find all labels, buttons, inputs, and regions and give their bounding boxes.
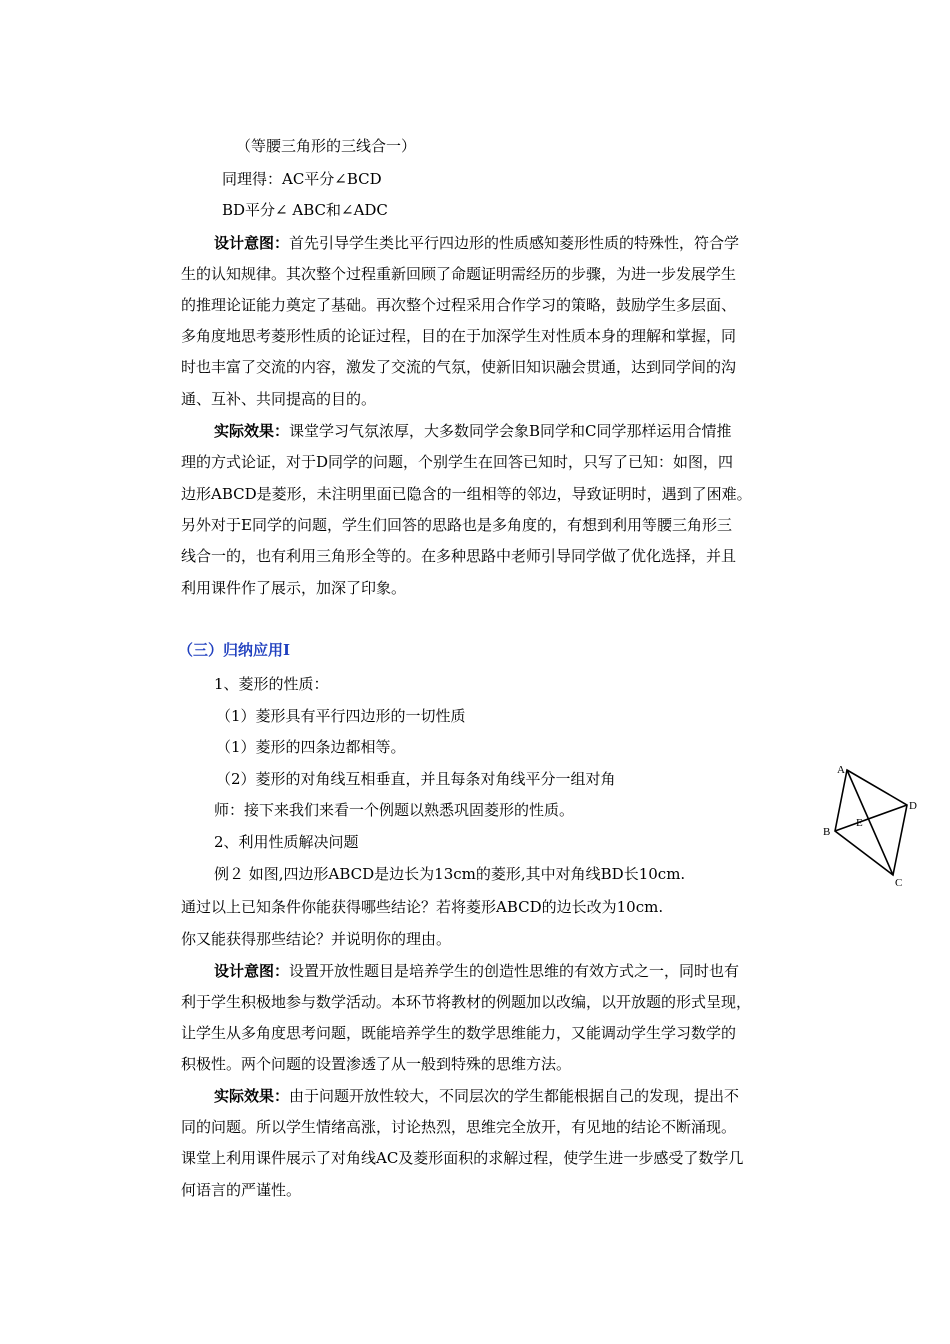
list-item: （2）菱形的对角线互相垂直，并且每条对角线平分一组对角: [216, 770, 616, 788]
paragraph-line: 利用课件作了展示，加深了印象。: [181, 579, 407, 597]
paragraph-text: 首先引导学生类比平行四边形的性质感知菱形性质的特殊性，符合学: [289, 234, 740, 252]
rhombus-figure: [815, 755, 925, 895]
text-line: BD平分∠ ABC和∠ADC: [222, 201, 388, 219]
paragraph-line: [214, 233, 739, 253]
rhombus-outline: [835, 770, 907, 875]
diagonal-bd: [835, 805, 907, 831]
paragraph-line: 积极性。两个问题的设置渗透了从一般到特殊的思维方法。: [181, 1055, 572, 1073]
paragraph-line: 时也丰富了交流的内容，激发了交流的气氛，使新旧知识融会贯通，达到同学间的沟: [181, 358, 737, 376]
list-item: 1、菱形的性质：: [214, 675, 329, 693]
paragraph-line: [214, 1086, 739, 1106]
point-label-e: E: [856, 817, 863, 829]
paragraph-line: 线合一的，也有利用三角形全等的。在多种思路中老师引导同学做了优化选择，并且: [181, 547, 737, 565]
paragraph-line: 让学生从多角度思考问题，既能培养学生的数学思维能力，又能调动学生学习数学的: [181, 1024, 737, 1042]
paragraph-line: 通、互补、共同提高的目的。: [181, 390, 377, 408]
example-line: 你又能获得那些结论？并说明你的理由。: [181, 930, 452, 948]
actual-effect-label: 实际效果：: [214, 422, 290, 440]
paragraph-line: 课堂上利用课件展示了对角线AC及菱形面积的求解过程，使学生进一步感受了数学几: [181, 1149, 744, 1167]
paragraph-text: 课堂学习气氛浓厚，大多数同学会象B同学和C同学那样运用合情推: [289, 422, 732, 440]
paragraph-line: 生的认知规律。其次整个过程重新回顾了命题证明需经历的步骤，为进一步发展学生: [181, 265, 737, 283]
vertex-label-b: B: [823, 826, 831, 838]
section-heading: （三）归纳应用Ⅰ: [178, 641, 291, 659]
paragraph-line: 同的问题。所以学生情绪高涨，讨论热烈，思维完全放开，有见地的结论不断涌现。: [181, 1118, 737, 1136]
vertex-label-d: D: [909, 800, 917, 812]
paragraph-line: [214, 961, 739, 981]
design-intent-label: 设计意图：: [214, 962, 290, 980]
actual-effect-label: 实际效果：: [214, 1087, 290, 1105]
example-line: 例２ 如图,四边形ABCD是边长为13cm的菱形,其中对角线BD长10cm.: [214, 865, 686, 883]
text-line: 同理得：AC平分∠BCD: [222, 170, 382, 188]
paragraph-line: 边形ABCD是菱形，未注明里面已隐含的一组相等的邻边，导致证明时，遇到了困难。: [181, 485, 752, 503]
list-item: （1）菱形的四条边都相等。: [216, 738, 406, 756]
paragraph-line: 何语言的严谨性。: [181, 1181, 302, 1199]
diagonal-ac: [847, 770, 893, 875]
vertex-label-c: C: [895, 877, 903, 889]
paragraph-line: 多角度地思考菱形性质的论证过程，目的在于加深学生对性质本身的理解和掌握，同: [181, 327, 737, 345]
vertex-label-a: A: [837, 764, 845, 776]
example-line: 通过以上已知条件你能获得哪些结论？若将菱形ABCD的边长改为10cm.: [181, 898, 664, 916]
paragraph-line: [214, 421, 732, 441]
list-item: （1）菱形具有平行四边形的一切性质: [216, 707, 466, 725]
paragraph-text: 设置开放性题目是培养学生的创造性思维的有效方式之一，同时也有: [289, 962, 740, 980]
list-item: 2、利用性质解决问题: [214, 833, 359, 851]
list-item: 师：接下来我们来看一个例题以熟悉巩固菱形的性质。: [214, 801, 575, 819]
paragraph-text: 由于问题开放性较大，不同层次的学生都能根据自己的发现，提出不: [289, 1087, 740, 1105]
paragraph-line: 另外对于E同学的问题，学生们回答的思路也是多角度的，有想到利用等腰三角形三: [181, 516, 732, 534]
paragraph-line: 的推理论证能力奠定了基础。再次整个过程采用合作学习的策略，鼓励学生多层面、: [181, 296, 737, 314]
paragraph-line: 利于学生积极地参与数学活动。本环节将教材的例题加以改编，以开放题的形式呈现，: [181, 993, 752, 1011]
paragraph-line: 理的方式论证，对于D同学的问题，个别学生在回答已知时，只写了已知：如图，四: [181, 453, 734, 471]
design-intent-label: 设计意图：: [214, 234, 290, 252]
text-line: （等腰三角形的三线合一）: [236, 137, 417, 155]
